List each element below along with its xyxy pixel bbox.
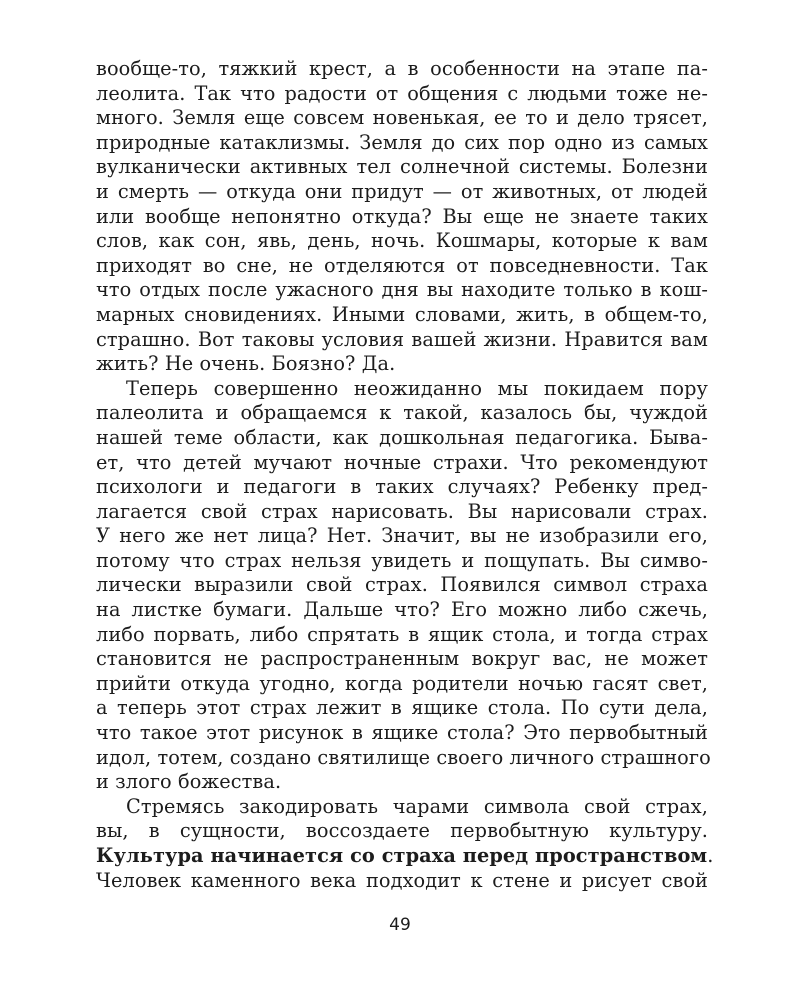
- bold-sentence: Культура начинается со страха перед пространством: [96, 844, 708, 867]
- text-line: и злого божества.: [96, 770, 282, 794]
- text-line: страшно. Вот таковы условия вашей жизни. Нравится вам: [96, 327, 708, 351]
- text-line: либо порвать, либо спрятать в ящик стола, и тогда страх: [96, 622, 708, 646]
- text-line: ет, что детей мучают ночные страхи. Что рекомендуют: [96, 450, 708, 474]
- text-line: Стремясь закодировать чарами символа свой страх,: [126, 794, 708, 818]
- text-line: и смерть — откуда они придут — от животных, от людей: [96, 179, 708, 203]
- text-line: Теперь совершенно неожиданно мы покидаем пору: [126, 376, 708, 400]
- text-line: вы, в сущности, воссоздаете первобытную культуру.: [96, 819, 708, 843]
- text-line: прийти откуда угодно, когда родители ночью гасят свет,: [96, 671, 708, 695]
- page-body-text: [96, 57, 714, 893]
- text-line: а теперь этот страх лежит в ящике стола. По сути дела,: [96, 696, 708, 720]
- text-line: жить? Не очень. Боязно? Да.: [96, 352, 396, 376]
- bold-sentence-period: .: [707, 844, 714, 867]
- text-line: идол, тотем, создано святилище своего личного страшного: [96, 745, 711, 769]
- text-line: много. Земля еще совсем новенькая, ее то и дело трясет,: [96, 106, 708, 130]
- text-line: У него же нет лица? Нет. Значит, вы не изобразили его,: [96, 524, 708, 548]
- text-line: марных сновидениях. Иными словами, жить, в общем-то,: [96, 302, 708, 326]
- text-line: нашей теме области, как дошкольная педагогика. Быва-: [96, 425, 708, 449]
- text-line: лагается свой страх нарисовать. Вы нарисовали страх.: [96, 499, 708, 523]
- text-line: леолита. Так что радости от общения с людьми тоже не-: [96, 81, 708, 105]
- text-line: или вообще непонятно откуда? Вы еще не знаете таких: [96, 204, 708, 228]
- text-line: вулканически активных тел солнечной системы. Болезни: [96, 155, 708, 179]
- page-number: 49: [389, 915, 411, 935]
- text-line: становится не распространенным вокруг вас, не может: [96, 647, 708, 671]
- text-line: психологи и педагоги в таких случаях? Ребенку пред-: [96, 475, 708, 499]
- text-line: что такое этот рисунок в ящике стола? Это первобытный: [96, 721, 708, 745]
- text-line: вообще-то, тяжкий крест, а в особенности на этапе па-: [96, 57, 708, 80]
- text-line: потому что страх нельзя увидеть и пощупать. Вы симво-: [96, 548, 708, 572]
- text-line: лически выразили свой страх. Появился символ страха: [96, 573, 708, 597]
- text-line: что отдых после ужасного дня вы находите только в кош-: [96, 278, 708, 302]
- text-line: слов, как сон, явь, день, ночь. Кошмары, которые к вам: [96, 229, 708, 253]
- text-line: природные катаклизмы. Земля до сих пор одно из самых: [96, 130, 708, 154]
- text-line: приходят во сне, не отделяются от повседневности. Так: [96, 253, 708, 277]
- text-line: [96, 844, 714, 869]
- text-line: палеолита и обращаемся к такой, казалось бы, чуждой: [96, 401, 708, 425]
- text-line: Человек каменного века подходит к стене и рисует свой: [96, 868, 708, 892]
- text-line: на листке бумаги. Дальше что? Его можно либо сжечь,: [96, 598, 708, 622]
